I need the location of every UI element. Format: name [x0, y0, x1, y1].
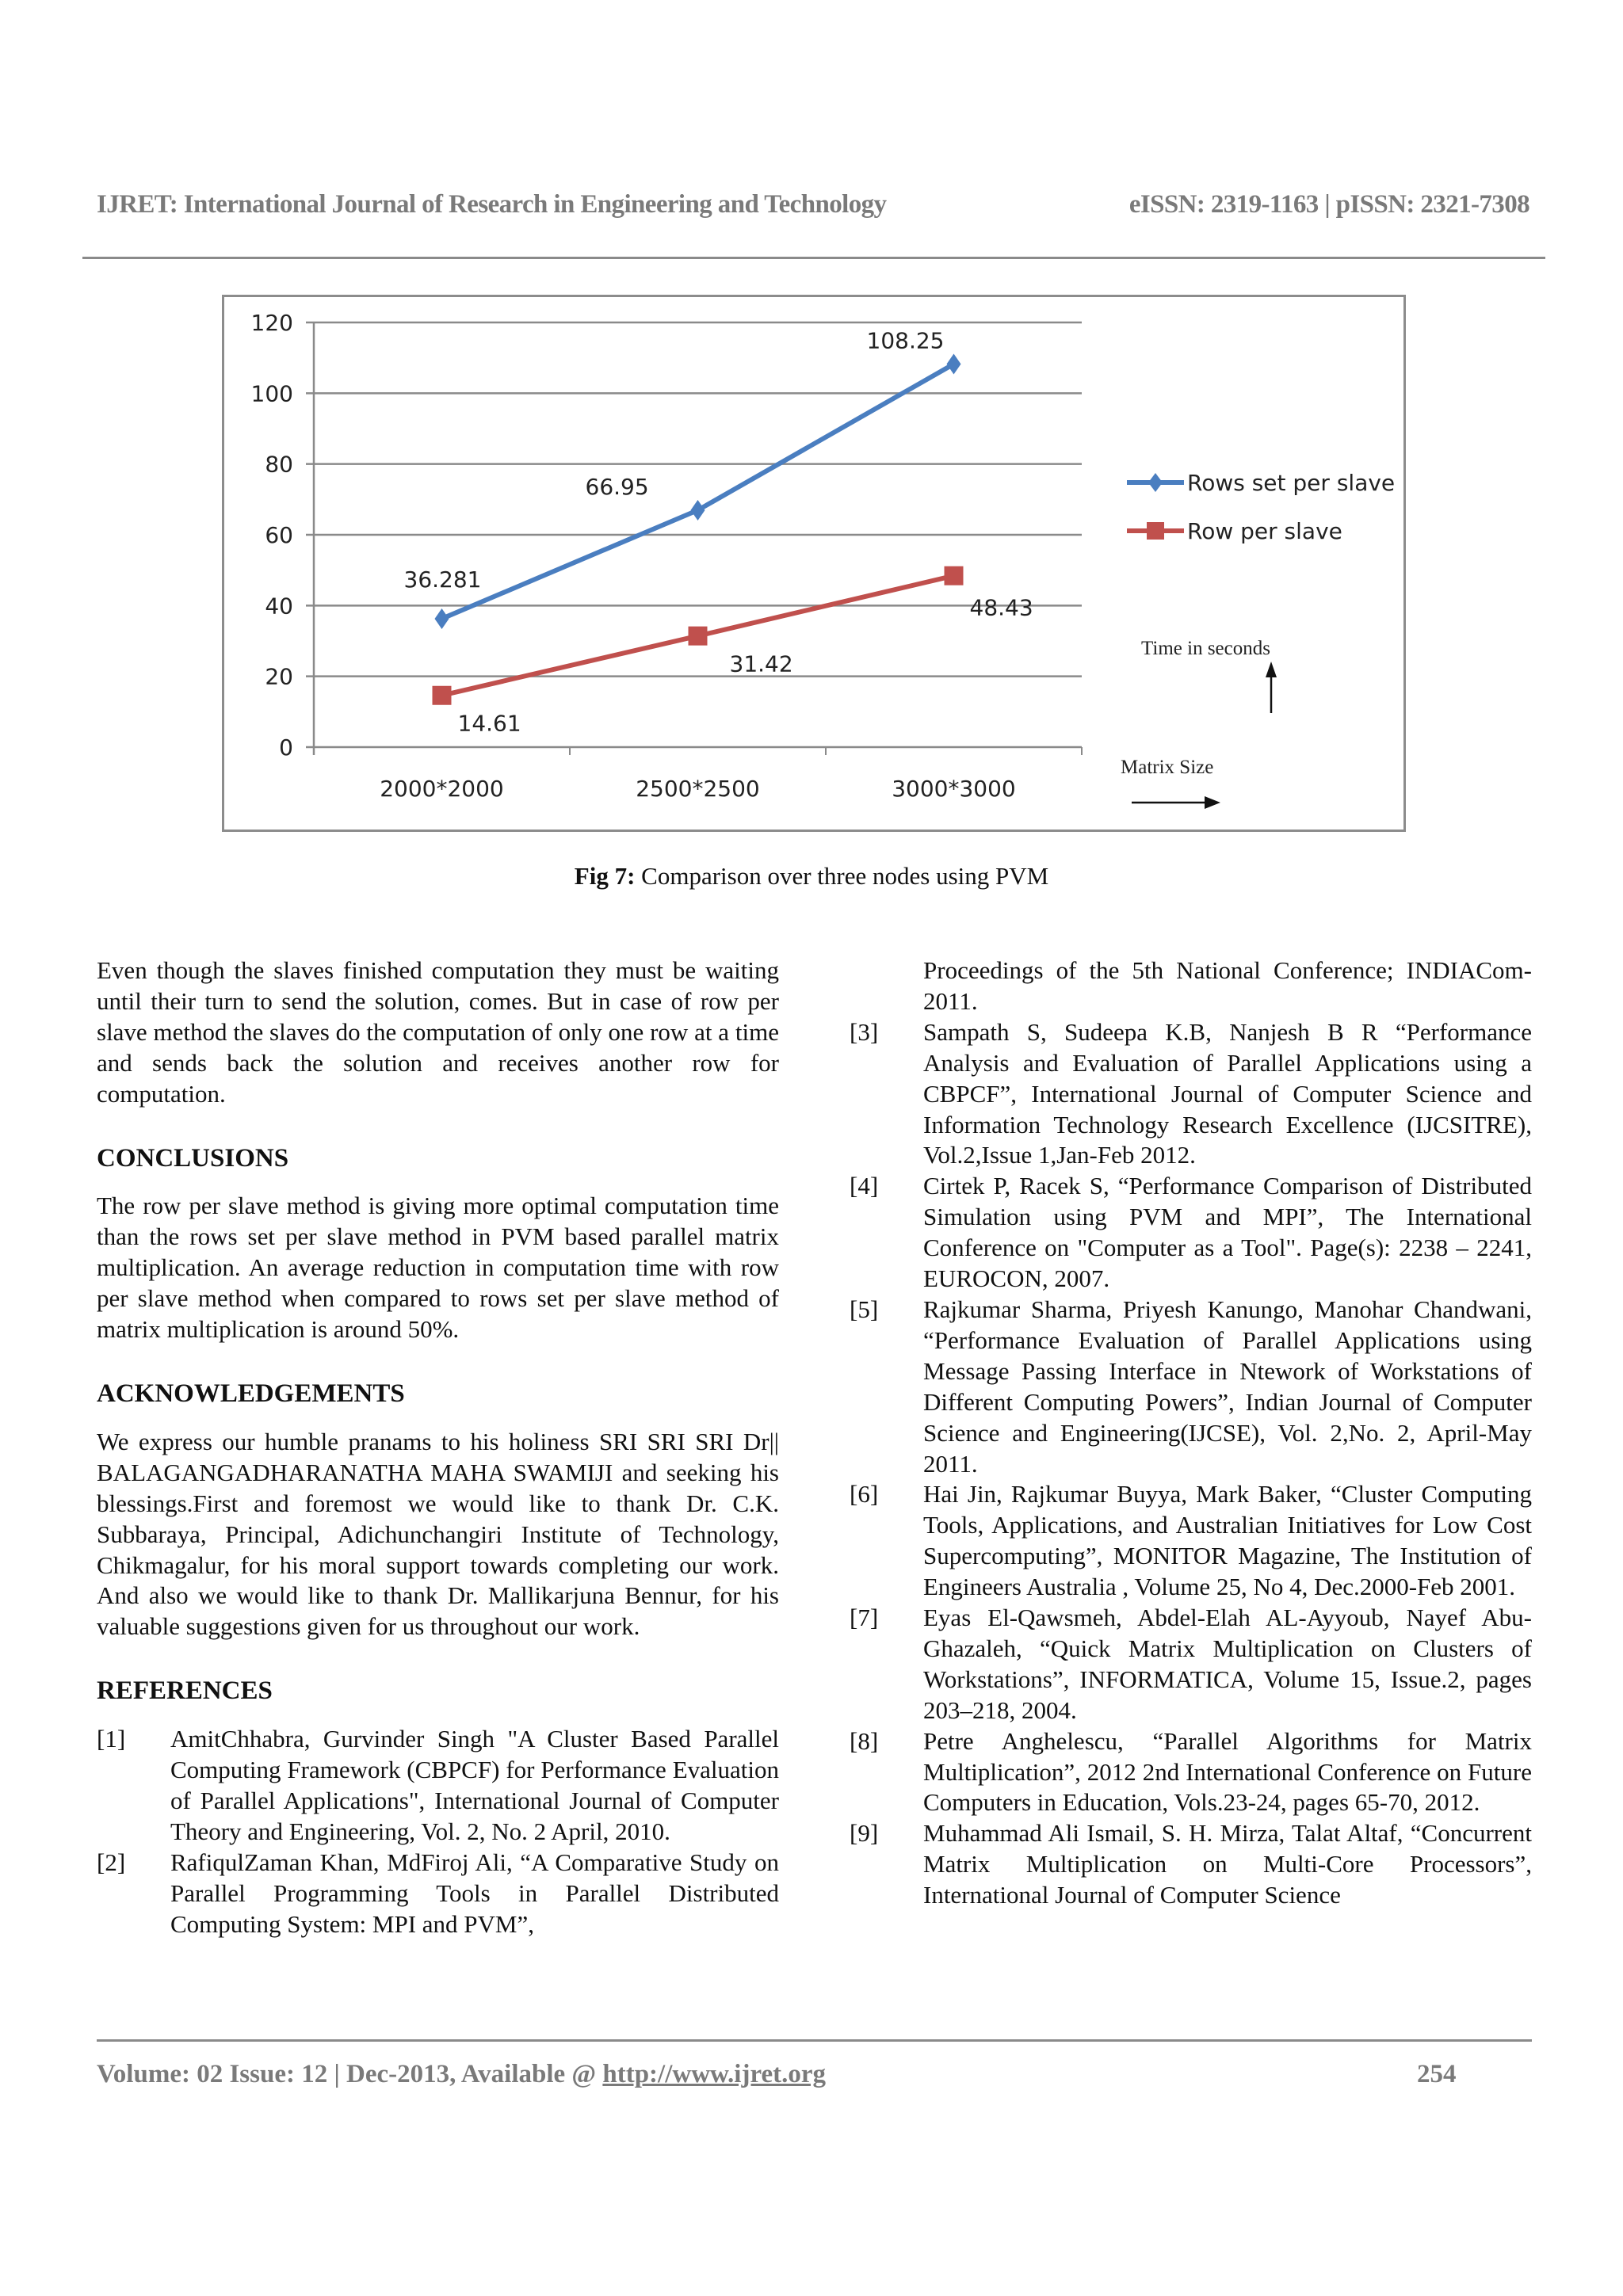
data-label: 66.95 [585, 473, 649, 500]
y-axis-title: Time in seconds [1141, 638, 1270, 659]
footer-rule [97, 2039, 1532, 2042]
reference-text: Sampath S, Sudeepa K.B, Nanjesh B R “Performance Analysis and Evaluation of Parallel Applications using a CBPCF”, International Journal of Computer Science and Information Technology Research Excellence (IJCSITRE), Vol.2,Issue 1,Jan-Feb 2012. [923, 1017, 1532, 1169]
x-axis-title: Matrix Size [1121, 757, 1214, 778]
reference-number: [9] [850, 1819, 879, 1848]
header-rule [82, 257, 1545, 259]
data-point-diamond [435, 608, 449, 629]
data-point-square [433, 686, 452, 705]
reference-number: [1] [97, 1725, 126, 1753]
reference-text: AmitChhabra, Gurvinder Singh "A Cluster Based Parallel Computing Framework (CBPCF) for Performance Evaluation of Parallel Applications", International Journal of Computer Theory and Engineering, Vol. 2, No. 2 April, 2010. [170, 1725, 779, 1845]
acknowledgements-paragraph: We express our humble pranams to his holiness SRI SRI SRI Dr|| BALAGANGADHARANATHA MAHA SWAMIJI and seeking his blessings.First and foremost we would like to thank Dr. C.K. Subbaraya, Principal, Adichunchangiri Institute of Technology, Chikmagalur, for his moral support towards completing our work. And also we would like to thank Dr. Mallikarjuna Bennur, for his valuable suggestions given for us throughout our work. [97, 1427, 779, 1641]
left-column [97, 955, 779, 1939]
page-number: 254 [1417, 2060, 1457, 2088]
series-line-rows-set-per-slave [442, 364, 954, 618]
data-point-diamond [691, 500, 705, 521]
data-label: 108.25 [866, 327, 945, 354]
reference-number: [4] [850, 1172, 879, 1200]
y-tick-label: 0 [279, 734, 293, 761]
journal-title: IJRET: International Journal of Research in Engineering and Technology [97, 190, 887, 219]
footer-volume [97, 2060, 826, 2089]
up-arrow-head-icon [1266, 662, 1277, 677]
reference-text: Rajkumar Sharma, Priyesh Kanungo, Manohar Chandwani, “Performance Evaluation of Parallel Applications using Message Passing Interface in Ntework of Workstations of Different Computing Powers”, Indian Journal of Computer Science and Engineering(IJCSE), Vol. 2,No. 2, April-May 2011. [923, 1295, 1532, 1478]
reference-item [850, 1726, 1532, 1819]
reference-item [97, 1848, 779, 1940]
acknowledgements-heading: ACKNOWLEDGEMENTS [97, 1379, 405, 1408]
y-tick-label: 60 [265, 522, 293, 548]
conclusions-heading: CONCLUSIONS [97, 1143, 289, 1173]
y-tick-label: 40 [265, 593, 293, 620]
data-point-diamond [947, 353, 961, 374]
intro-paragraph: Even though the slaves finished computation they must be waiting until their turn to send the solution, comes. But in case of row per slave method the slaves do the computation of only one row at a time and sends back the solution and receives another row for computation. [97, 956, 779, 1108]
x-tick-label: 2000*2000 [380, 776, 504, 802]
reference-text: Cirtek P, Racek S, “Performance Comparison of Distributed Simulation using PVM and MPI”, The International Conference on "Computer as a Tool". Page(s): 2238 – 2241, EUROCON, 2007. [923, 1172, 1532, 1293]
conclusions-paragraph: The row per slave method is giving more optimal computation time than the rows set per slave method in PVM based parallel matrix multiplication. An average reduction in computation time with row per slave method when compared to rows set per slave method of matrix multiplication is around 50%. [97, 1192, 779, 1344]
reference-item [850, 1818, 1532, 1911]
figure-caption-text: Comparison over three nodes using PVM [635, 862, 1049, 890]
y-tick-label: 120 [250, 310, 293, 336]
reference-text: Hai Jin, Rajkumar Buyya, Mark Baker, “Cluster Computing Tools, Applications, and Australian Initiatives for Low Cost Supercomputing”, MONITOR Magazine, The Institution of Engineers Australia , Volume 25, No 4, Dec.2000-Feb 2001. [923, 1480, 1532, 1601]
reference-item [850, 1295, 1532, 1479]
reference-text: Muhammad Ali Ismail, S. H. Mirza, Talat Altaf, “Concurrent Matrix Multiplication on Multi-Core Processors”, International Journal of Computer Science [923, 1819, 1532, 1909]
reference-text: RafiqulZaman Khan, MdFiroj Ali, “A Comparative Study on Parallel Programming Tools in Parallel Distributed Computing System: MPI and PVM”, [170, 1848, 779, 1938]
reference-item [850, 955, 1532, 1017]
legend-square-icon [1147, 522, 1164, 540]
reference-item [850, 1017, 1532, 1172]
footer-link[interactable]: http://www.ijret.org [602, 2060, 827, 2088]
legend-diamond-icon [1148, 473, 1163, 492]
running-header [97, 190, 1529, 219]
right-column [850, 955, 1532, 1911]
figure-label: Fig 7: [574, 862, 636, 890]
reference-number: [3] [850, 1017, 879, 1046]
reference-text: Eyas El-Qawsmeh, Abdel-Elah AL-Ayyoub, Nayef Abu-Ghazaleh, “Quick Matrix Multiplication on Clusters of Workstations”, INFORMATICA, Volume 15, Issue.2, pages 203–218, 2004. [923, 1604, 1532, 1724]
references-heading: REFERENCES [97, 1676, 273, 1706]
legend-label: Row per slave [1187, 518, 1342, 544]
y-tick-label: 80 [265, 451, 293, 478]
reference-text: Proceedings of the 5th National Conference; INDIACom-2011. [923, 956, 1532, 1015]
reference-item [850, 1603, 1532, 1726]
reference-number: [7] [850, 1604, 879, 1632]
data-label: 36.281 [403, 566, 482, 593]
x-tick-label: 2500*2500 [636, 776, 760, 802]
data-label: 31.42 [729, 650, 793, 677]
reference-number: [6] [850, 1480, 879, 1508]
reference-number: [5] [850, 1295, 879, 1323]
footer-volume-text: Volume: 02 Issue: 12 | Dec-2013, Available @ [97, 2060, 603, 2088]
y-tick-label: 20 [265, 663, 293, 690]
reference-text: Petre Anghelescu, “Parallel Algorithms for Matrix Multiplication”, 2012 2nd International Conference on Future Computers in Education, Vols.23-24, pages 65-70, 2012. [923, 1726, 1532, 1817]
reference-item [850, 1171, 1532, 1295]
data-point-square [689, 627, 708, 646]
right-arrow-head-icon [1205, 796, 1220, 809]
reference-item [97, 1724, 779, 1848]
chart-frame [222, 295, 1406, 832]
issn: eISSN: 2319-1163 | pISSN: 2321-7308 [1128, 190, 1529, 219]
reference-number: [8] [850, 1726, 879, 1755]
reference-item [850, 1479, 1532, 1603]
y-tick-label: 100 [250, 380, 293, 407]
data-point-square [945, 566, 964, 585]
reference-number: [2] [97, 1848, 126, 1876]
data-label: 48.43 [969, 594, 1033, 621]
figure-caption [0, 862, 1623, 891]
x-tick-label: 3000*3000 [892, 776, 1016, 802]
data-label: 14.61 [457, 710, 521, 737]
line-chart [224, 297, 1403, 830]
legend-label: Rows set per slave [1187, 470, 1396, 496]
